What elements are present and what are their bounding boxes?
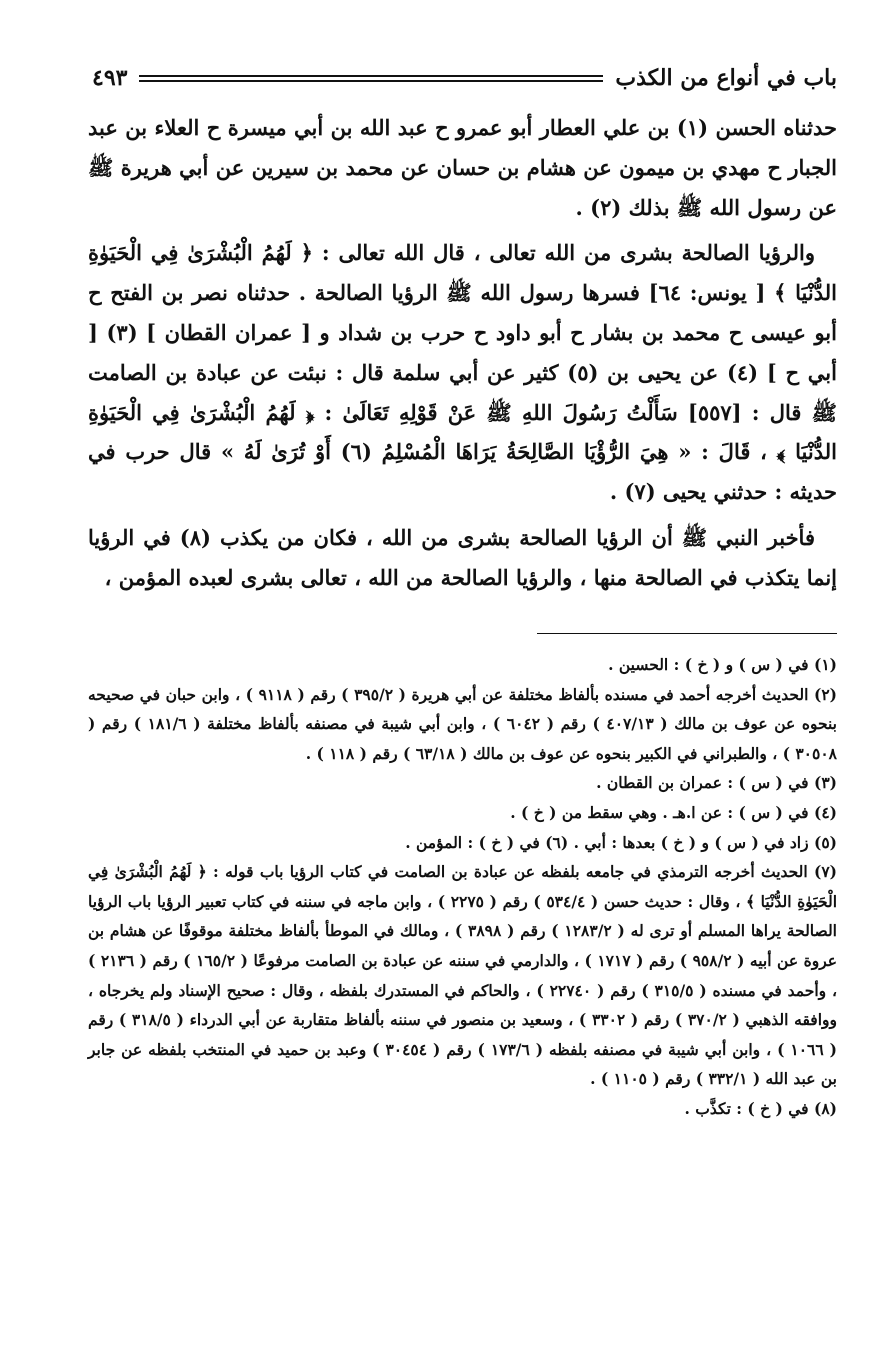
footnote: (٨) في ( خ ) : تكذَّب .: [684, 1098, 837, 1118]
footnote: (٣) في ( س ) : عمران بن القطان .: [596, 773, 837, 793]
footnote: (٥) زاد في ( س ) و ( خ ) بعدها : أبي . (٦) في ( خ ) : المؤمن .: [405, 832, 837, 852]
main-paragraph: حدثناه الحسن (١) بن علي العطار أبو عمرو ح عبد الله بن أبي ميسرة ح العلاء بن عبد الجبار ح مهدي بن ميمون عن هشام بن حسان عن محمد بن سيرين عن أبي هريرة ﷺ عن رسول الله ﷺ بذلك (٢) .: [88, 115, 837, 220]
main-text: [88, 108, 837, 604]
footnote: (٢) الحديث أخرجه أحمد في مسنده بألفاظ مختلفة عن أبي هريرة ( ٣٩٥/٢ ) رقم ( ٩١١٨ ) ، وابن حبان في صحيحه بنحوه عن عوف بن مالك ( ٤٠٧/١٣ ) رقم ( ٦٠٤٢ ) ، وابن أبي شيبة في مصنفه بألفاظ مختلفة ( ١٨١/٦ ) رقم ( ٣٠٥٠٨ ) ، والطبراني في الكبير بنحوه عن عوف بن مالك ( ٦٣/١٨ ) رقم ( ١١٨ ) .: [88, 684, 837, 763]
page-header: [92, 58, 837, 98]
footnote: (١) في ( س ) و ( خ ) : الحسين .: [608, 655, 837, 674]
main-paragraph: فأخبر النبي ﷺ أن الرؤيا الصالحة بشرى من الله ، فكان من يكذب (٨) في الرؤيا إنما يتكذب في الصالحة منها ، والرؤيا الصالحة من الله ، تعالى بشرى لعبده المؤمن ،: [88, 524, 837, 590]
page-number: ٤٩٣: [92, 65, 128, 91]
main-paragraph: والرؤيا الصالحة بشرى من الله تعالى ، قال الله تعالى : ﴿ لَهُمُ الْبُشْرَىٰ فِي الْحَيَوٰةِ الدُّنْيَا ﴾ [ يونس: ٦٤] فسرها رسول الله ﷺ الرؤيا الصالحة . حدثناه نصر بن الفتح ح أبو عيسى ح محمد بن بشار ح أبو داود ح حرب بن شداد و [ عمران القطان ] (٣) [ أبي ح ] (٤) عن يحيى بن (٥) كثير عن أبي سلمة قال : نبئت عن عبادة بن الصامت ﷺ قال : [٥٥٧] سَأَلْتُ رَسُولَ اللهِ ﷺ عَنْ قَوْلِهِ تَعَالَىٰ : ﴿ لَهُمُ الْبُشْرَىٰ فِي الْحَيَوٰةِ الدُّنْيَا ﴾ ، قَالَ : « هِيَ الرُّؤْيَا الصَّالِحَةُ يَرَاهَا الْمُسْلِمُ (٦) أَوْ تُرَىٰ لَهُ » قال حرب في حديثه : حدثني يحيى (٧) .: [88, 240, 838, 505]
footnote-divider: [537, 633, 837, 634]
chapter-title: باب في أنواع من الكذب: [615, 65, 837, 91]
footnote: (٧) الحديث أخرجه الترمذي في جامعه بلفظه عن عبادة بن الصامت في كتاب الرؤيا باب قوله : ﴿ لَهُمُ الْبُشْرَىٰ فِي الْحَيَوٰةِ الدُّنْيَا ﴾ ، وقال : حديث حسن ( ٥٣٤/٤ ) رقم ( ٢٢٧٥ ) ، وابن ماجه في سننه في كتاب تعبير الرؤيا باب الرؤيا الصالحة يراها المسلم أو ترى له ( ١٢٨٣/٢ ) رقم ( ٣٨٩٨ ) ، ومالك في الموطأ بألفاظ مختلفة موقوفًا عن هشام بن عروة عن أبيه ( ٩٥٨/٢ ) رقم ( ١٧١٧ ) ، والدارمي في سننه عن عبادة بن الصامت مرفوعًا ( ١٦٥/٢ ) رقم ( ٢١٣٦ ) ، وأحمد في مسنده ( ٣١٥/٥ ) رقم ( ٢٢٧٤٠ ) ، والحاكم في المستدرك بلفظه ، وقال : صحيح الإسناد ولم يخرجاه ، ووافقه الذهبي ( ٣٧٠/٢ ) رقم ( ٣٣٠٢ ) ، وسعيد بن منصور في سننه بألفاظ متقاربة عن أبي الدرداء ( ٣١٨/٥ ) رقم ( ١٠٦٦ ) ، وابن أبي شيبة في مصنفه بلفظه ( ١٧٣/٦ ) رقم ( ٣٠٤٥٤ ) وعبد بن حميد في المنتخب بلفظه عن جابر بن عبد الله ( ٣٣٢/١ ) رقم ( ١١٠٥ ) .: [88, 862, 838, 1089]
footnote: (٤) في ( س ) : عن ا.هـ . وهي سقط من ( خ ) .: [510, 802, 837, 822]
header-rule: [139, 75, 603, 82]
footnotes: [88, 650, 837, 1124]
